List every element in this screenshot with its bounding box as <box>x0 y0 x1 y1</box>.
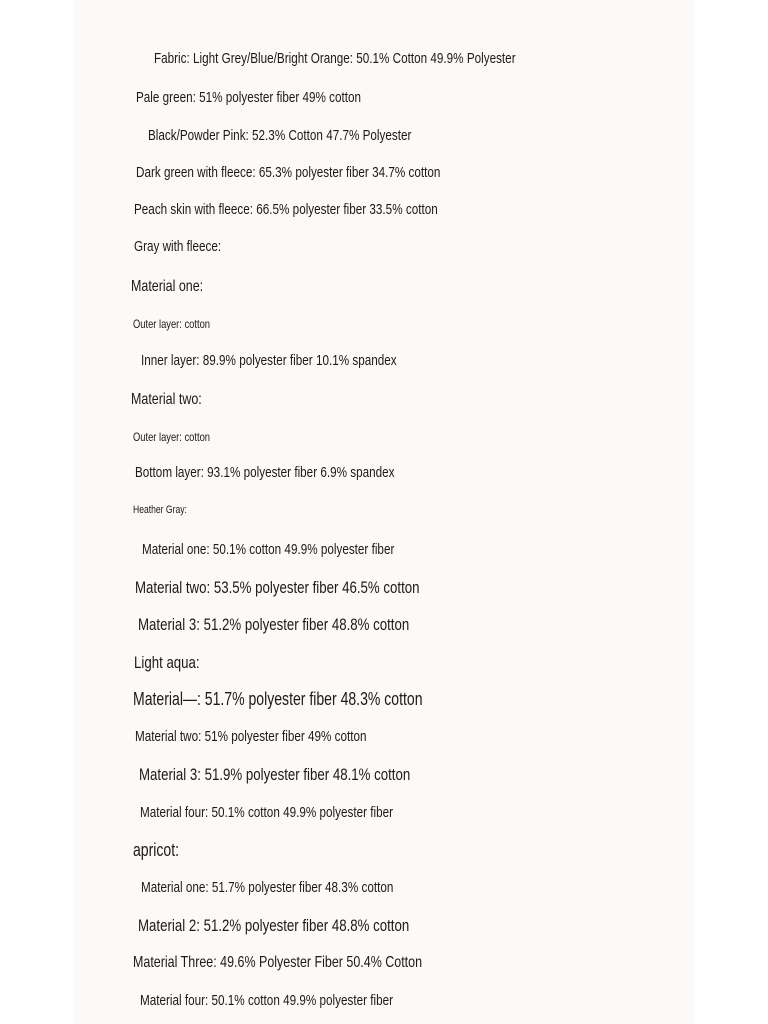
light-aqua-material-four: Material four: 50.1% cotton 49.9% polyester fiber <box>140 804 393 821</box>
bottom-layer-text: Bottom layer: 93.1% polyester fiber 6.9% spandex <box>135 464 395 481</box>
apricot-heading: apricot: <box>133 840 180 860</box>
heather-gray-material-one: Material one: 50.1% cotton 49.9% polyester fiber <box>142 541 395 558</box>
fabric-dark-green-fleece: Dark green with fleece: 65.3% polyester fiber 34.7% cotton <box>136 164 441 181</box>
apricot-material-four: Material four: 50.1% cotton 49.9% polyester fiber <box>140 992 393 1009</box>
outer-layer-text: Outer layer: cotton <box>133 317 211 331</box>
light-aqua-material-three: Material 3: 51.9% polyester fiber 48.1% cotton <box>139 765 411 784</box>
heather-gray-heading: Heather Gray: <box>133 504 187 516</box>
light-aqua-heading: Light aqua: <box>134 653 200 672</box>
heather-gray-material-three: Material 3: 51.2% polyester fiber 48.8% cotton <box>138 615 410 634</box>
apricot-material-three: Material Three: 49.6% Polyester Fiber 50.4% Cotton <box>133 954 423 971</box>
apricot-material-one: Material one: 51.7% polyester fiber 48.3% cotton <box>141 879 394 896</box>
fabric-gray-fleece-heading: Gray with fleece: <box>134 238 222 255</box>
fabric-pale-green: Pale green: 51% polyester fiber 49% cotton <box>136 89 362 106</box>
material-two-heading: Material two: <box>131 391 202 408</box>
apricot-material-two: Material 2: 51.2% polyester fiber 48.8% cotton <box>138 916 410 935</box>
material-one-heading: Material one: <box>131 278 204 295</box>
outer-layer-text: Outer layer: cotton <box>133 430 211 444</box>
inner-layer-text: Inner layer: 89.9% polyester fiber 10.1% spandex <box>141 352 397 369</box>
light-aqua-material-two: Material two: 51% polyester fiber 49% cotton <box>135 728 367 745</box>
fabric-black-powder-pink: Black/Powder Pink: 52.3% Cotton 47.7% Polyester <box>148 127 412 144</box>
fabric-peach-skin-fleece: Peach skin with fleece: 66.5% polyester fiber 33.5% cotton <box>134 201 438 218</box>
light-aqua-material-one: Material—: 51.7% polyester fiber 48.3% cotton <box>133 689 423 709</box>
heather-gray-material-two: Material two: 53.5% polyester fiber 46.5% cotton <box>135 578 420 597</box>
fabric-light-grey-blue-orange: Fabric: Light Grey/Blue/Bright Orange: 50.1% Cotton 49.9% Polyester <box>154 50 516 67</box>
